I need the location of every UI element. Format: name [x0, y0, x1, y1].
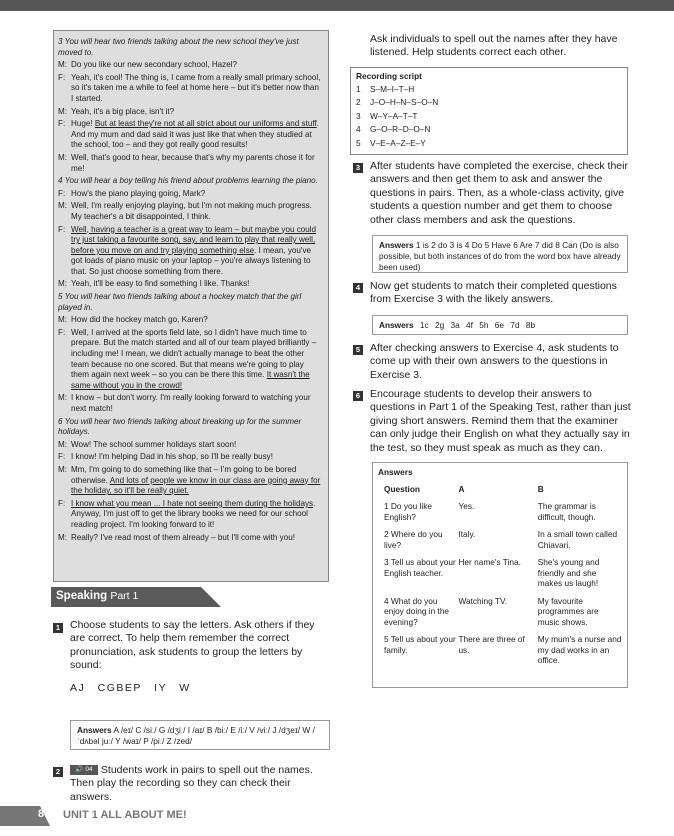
right-intro-text: Ask individuals to spell out the names after they have listened. Help students correct each other.: [370, 33, 618, 59]
speaker-text: [71, 189, 322, 200]
answers-1-text: A /eɪ/ C /siː/ G /dʒiː/ I /aɪ/ B /biː/ E /iː/ V /viː/ J /dʒeɪ/ W /ˈdʌbəl juː/ Y /waɪ/ P /piː/ Z /zed/: [77, 725, 315, 746]
dialogue-text: . I mean, you've got loads of piano music on your laptop – you're always listening to that. So just choose something from there.: [71, 245, 312, 276]
recording-row-value: V–E–A–Z–E–Y: [370, 137, 426, 148]
underlined-answer-text: Well, having a teacher is a great way to learn – but maybe you could try just taking a favourite song, say, and learn to play that really well, before you move on and try playing something else: [71, 224, 317, 255]
recording-row: [356, 96, 622, 109]
table-cell: 5 Tell us about your family.: [384, 634, 456, 655]
step-4-number: 4: [353, 283, 363, 293]
answers-table-title: Answers: [378, 467, 413, 477]
step-4-text: Now get students to match their completed questions from Exercise 3 with the likely answers.: [370, 280, 617, 306]
recording-row: [356, 137, 622, 150]
speaker-text: [71, 452, 322, 463]
answers-4-label: Answers: [379, 320, 414, 330]
recording-row-number: 5: [356, 137, 361, 148]
table-cell: 4 What do you enjoy doing in the evening?: [384, 595, 450, 627]
top-bar: [0, 0, 674, 11]
underlined-answer-text: It wasn't the same without you in the crowd!: [71, 370, 310, 390]
speaker-text: [71, 440, 322, 451]
dialogue-text: Huge!: [71, 119, 95, 129]
answers-1-label: Answers: [77, 725, 112, 735]
speaker-text: [71, 201, 322, 222]
speaker-text: [71, 153, 322, 174]
table-row: [378, 634, 622, 666]
speaker-label: F:: [58, 72, 66, 82]
transcript-line: [58, 279, 322, 290]
transcript-line: [58, 440, 322, 451]
table-cell: 2 Where do you live?: [384, 529, 443, 550]
speaking-part: Part 1: [110, 590, 139, 602]
table-cell: The grammar is difficult, though.: [537, 501, 596, 522]
speaker-text: [71, 328, 322, 392]
transcript-line: [58, 153, 322, 174]
speaker-label: M:: [58, 106, 67, 116]
answers-table: [372, 462, 628, 688]
speaker-label: F:: [58, 452, 66, 462]
speaking-section-header: [51, 587, 221, 607]
dialogue-text: Well, I arrived at the sports field late, so I didn't have much time to prepare. But the match started and all of our team played brilliantly – including me! I mean, we didn't actually manage to beat the other team because no one scored. But that means we're going to play them again next week – so you can be there this time.: [71, 327, 317, 380]
table-row: [378, 557, 622, 589]
transcript-intro: 6 You will hear two friends talking about breaking up for the summer holidays.: [58, 416, 302, 437]
table-cell: My mum's a nurse and my dad works in an office.: [537, 634, 622, 665]
speaker-label: M:: [58, 464, 67, 474]
underlined-answer-text: But at least they're not at all strict about our uniforms and stuff: [94, 119, 317, 129]
answers-box-1: [70, 720, 330, 750]
speaker-text: [71, 533, 322, 544]
table-cell: 3 Tell us about your English teacher.: [384, 557, 456, 578]
recording-script-title: Recording script: [356, 71, 422, 81]
audio-track-icon[interactable]: 🔊 04: [70, 765, 98, 775]
dialogue-text: Really? I've read most of them already – but I'll come with you!: [71, 532, 295, 542]
transcript-line: [58, 465, 322, 497]
page-footer: [0, 803, 674, 836]
recording-row-number: 2: [356, 97, 361, 108]
transcript-line: [58, 201, 322, 222]
transcript-line: [58, 119, 322, 151]
speaker-text: [71, 73, 322, 105]
dialogue-text: Mm, I'm going to do something like that – I'm going to be bored otherwise.: [71, 464, 297, 485]
underlined-answer-text: I know what you mean ... I hate not seeing them during the holidays: [71, 498, 314, 508]
transcript-line: [58, 189, 322, 200]
dialogue-text: Do you like our new secondary school, Hazel?: [71, 60, 238, 70]
speaker-label: M:: [58, 315, 67, 325]
table-header-b: B: [537, 483, 544, 494]
table-cell: My favourite programmes are music shows.: [537, 595, 599, 627]
speaker-label: M:: [58, 201, 67, 211]
recording-row-value: G–O–R–D–O–N: [370, 124, 431, 135]
recording-script-box: [350, 67, 628, 155]
speaker-label: M:: [58, 393, 67, 403]
recording-row: [356, 83, 622, 96]
step-3-number: 3: [353, 163, 363, 173]
audio-track-number: 04: [85, 766, 93, 774]
speaker-text: [71, 60, 322, 71]
transcript-line: [58, 328, 322, 392]
recording-row-value: W–Y–A–T–T: [370, 110, 418, 121]
speaker-label: F:: [58, 188, 66, 198]
dialogue-text: Wow! The school summer holidays start soon!: [71, 439, 237, 449]
speaker-label: F:: [58, 327, 66, 337]
dialogue-text: I know – but don't worry. I'm really looking forward to watching your next match!: [71, 393, 311, 413]
transcript-line: [58, 533, 322, 544]
transcript-line: [58, 452, 322, 463]
page-number: 8: [38, 808, 45, 820]
transcript-line: [58, 225, 322, 278]
table-row: [378, 501, 622, 522]
table-cell: Yes.: [458, 501, 475, 511]
recording-row-number: 4: [356, 124, 361, 135]
dialogue-text: How did the hockey match go, Karen?: [71, 315, 208, 325]
dialogue-text: Well, that's good to hear, because that's why my parents chose it for me!: [71, 152, 315, 173]
speaker-text: [71, 465, 322, 497]
dialogue-text: . Anyway, I'm just off to get the library books we need for our school reading project. I'm looking forward to it!: [71, 498, 316, 529]
step-1-number: 1: [53, 623, 63, 633]
transcript-intro: 5 You will hear two friends talking about a hockey match that the girl played in.: [58, 292, 302, 312]
table-cell: She's young and friendly and she makes us laugh!: [537, 557, 600, 588]
step-2-number: 2: [53, 767, 63, 777]
speaker-label: M:: [58, 532, 67, 542]
step-5-text: After checking answers to Exercise 4, ask students to come up with their own answers to the questions in Exercise 3.: [370, 342, 619, 381]
step-2-block: [70, 764, 332, 804]
speaker-label: M:: [58, 152, 67, 162]
recording-row-number: 1: [356, 84, 361, 94]
speaker-text: [71, 119, 322, 151]
table-cell: In a small town called Chiavari.: [537, 529, 618, 550]
speaker-text: [71, 393, 322, 414]
table-cell: There are three of us.: [458, 634, 525, 655]
transcript-line: [58, 60, 322, 71]
step-6-number: 6: [353, 391, 363, 401]
recording-row: [356, 123, 622, 136]
letter-groups: AJ CGBEP IY W: [70, 682, 191, 694]
step-3-text: After students have completed the exercise, check their answers and then get them to ask and answer the questions in pairs. Then, as a whole-class activity, give students a question number and get them to choose other class members and ask the questions.: [370, 160, 628, 226]
dialogue-text: How's the piano playing going, Mark?: [71, 188, 206, 198]
answers-box-4: [372, 315, 628, 335]
speaker-label: F:: [58, 498, 66, 508]
table-header-a: A: [458, 483, 465, 494]
speaking-title: Speaking: [56, 590, 108, 602]
table-row: [378, 596, 622, 628]
recording-row-value: J–O–H–N–S–O–N: [370, 97, 439, 108]
speaker-text: [71, 107, 322, 118]
speaker-label: F:: [58, 224, 66, 234]
speaker-text: [71, 225, 322, 278]
transcript-line: [58, 107, 322, 118]
transcript-intro: 3 You will hear two friends talking about the new school they've just moved to.: [58, 37, 299, 57]
speaker-label: M:: [58, 279, 67, 289]
step-6-text: Encourage students to develop their answers to questions in Part 1 of the Speaking Test, rather than just giving short answers. Remind them that the examiner can only judge their English on what they actually say in the test, so they must speak as much as they can.: [370, 388, 631, 454]
table-cell: Italy.: [458, 529, 476, 539]
step-1-text: Choose students to say the letters. Ask others if they are correct. To help them remember the correct pronunciation, ask students to group the letters by sound:: [70, 619, 315, 672]
underlined-answer-text: And lots of people we know in our class are going away for the holiday, so it'll be really quiet.: [71, 475, 321, 496]
table-cell: 1 Do you like English?: [384, 501, 432, 522]
transcript-intro: 4 You will hear a boy telling his friend about problems learning the piano.: [58, 176, 318, 186]
table-cell: Watching TV.: [458, 595, 508, 606]
table-row: [378, 529, 622, 550]
transcript-line: [58, 499, 322, 531]
speaker-text: [71, 279, 322, 290]
dialogue-text: Yeah, it's cool! The thing is, I came from a really small primary school, so it's taken me a while to feel at home here – but it's better now than I started.: [71, 72, 321, 103]
transcript-line: [58, 315, 322, 326]
speaker-text: [71, 499, 322, 531]
answers-3-text: 1 is 2 do 3 is 4 Do 5 Have 6 Are 7 did 8 Can (Do is also possible, but both instances of do from the word box have already been used): [379, 240, 621, 272]
dialogue-text: I know! I'm helping Dad in his shop, so I'll be really busy!: [71, 452, 273, 462]
dialogue-text: Well, I'm really enjoying playing, but I'm not making much progress. My teacher's a bit disappointed, I think.: [71, 201, 312, 221]
recording-row-number: 3: [356, 110, 361, 121]
dialogue-text: Yeah, it's a big place, isn't it?: [71, 106, 175, 116]
transcript-line: [58, 393, 322, 414]
transcript-line: [58, 73, 322, 105]
speaker-label: M:: [58, 439, 67, 449]
speaker-label: F:: [58, 119, 66, 129]
dialogue-text: Yeah, it'll be easy to find something I like. Thanks!: [71, 279, 250, 289]
recording-row: [356, 110, 622, 123]
step-5-number: 5: [353, 345, 363, 355]
recording-row-value: S–M–I–T–H: [370, 84, 415, 94]
answers-3-label: Answers: [379, 240, 414, 250]
unit-title: UNIT 1 ALL ABOUT ME!: [63, 809, 187, 821]
speaker-text: [71, 315, 322, 326]
answers-box-3: [372, 235, 628, 273]
transcript-box: [53, 30, 329, 582]
table-cell: Her name's Tina.: [458, 557, 521, 567]
dialogue-text: . And my mum and dad said it was just like that when they studied at the school, too – and they got really good results!: [71, 119, 319, 150]
step-2-text: Students work in pairs to spell out the names. Then play the recording so they can check their answers.: [70, 764, 313, 803]
answers-4-text: 1c 2g 3a 4f 5h 6e 7d 8b: [419, 320, 536, 330]
table-header-question: Question: [384, 483, 420, 494]
speaker-label: M:: [58, 60, 67, 70]
